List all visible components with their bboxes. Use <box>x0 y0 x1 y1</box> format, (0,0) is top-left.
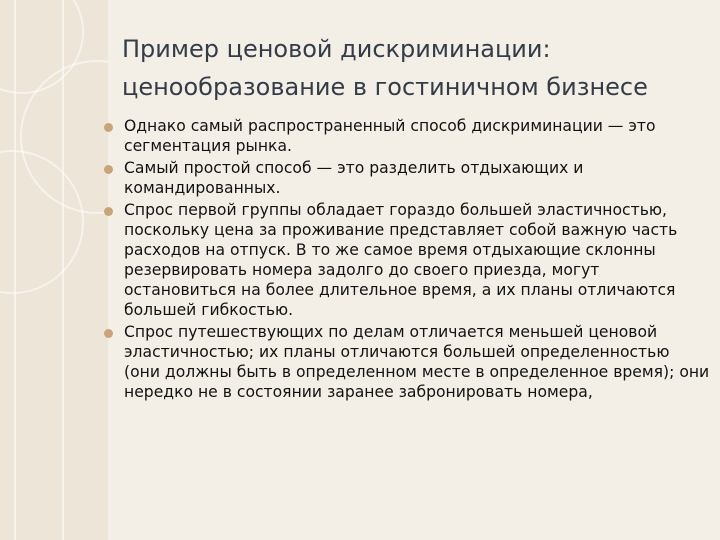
slide-title-line-1: Пример ценовой дискриминации: <box>122 35 551 63</box>
bullet-dot-icon <box>104 165 113 174</box>
bullet-text: Спрос путешествующих по делам отличается меньшей ценовой эластичностью; их планы отличаются большей определенностью (они должны быть в определенном месте в определенное время); они нередко не в состоянии заранее забронировать номера, <box>124 323 710 401</box>
bullet-dot-icon <box>104 207 113 216</box>
bullet-item <box>104 158 710 198</box>
bullet-item <box>104 116 710 156</box>
bullet-list <box>104 116 710 404</box>
slide-title <box>122 30 712 106</box>
bullet-item <box>104 322 710 402</box>
bullet-text: Спрос первой группы обладает гораздо большей эластичностью, поскольку цена за проживание представляет собой важную часть расходов на отпуск. В то же самое время отдыхающие склонны резервировать номера задолго до своего приезда, могут остановиться на более длительное время, а их планы отличаются большей гибкостью. <box>124 201 678 319</box>
bullet-dot-icon <box>104 123 113 132</box>
bullet-text: Однако самый распространенный способ дискриминации — это сегментация рынка. <box>124 117 656 155</box>
bullet-dot-icon <box>104 329 113 338</box>
slide-title-line-2: ценообразование в гостиничном бизнесе <box>122 73 648 101</box>
bullet-item <box>104 200 710 320</box>
decorative-line <box>14 0 16 540</box>
decorative-line <box>62 0 64 540</box>
bullet-text: Самый простой способ — это разделить отдыхающих и командированных. <box>124 159 584 197</box>
decorative-sidebar <box>0 0 108 540</box>
